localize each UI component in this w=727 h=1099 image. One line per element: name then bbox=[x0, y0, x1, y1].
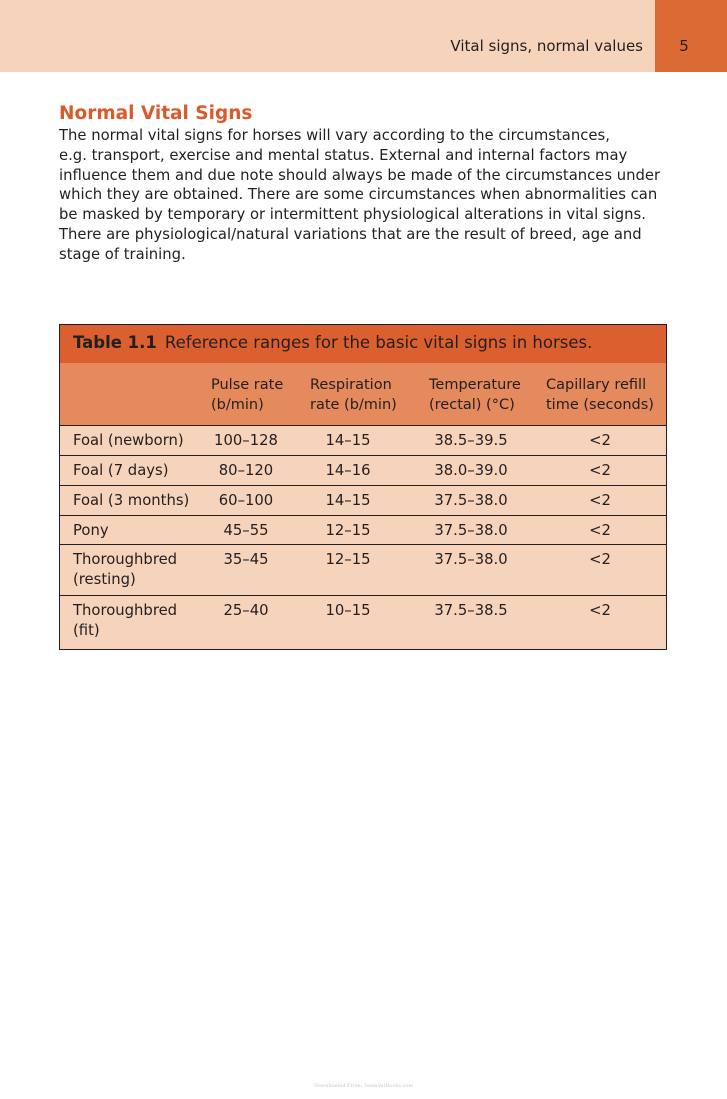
header-band bbox=[0, 0, 727, 72]
table-row bbox=[60, 544, 666, 595]
temperature-cell: 37.5–38.5 bbox=[434, 602, 508, 619]
table-row bbox=[60, 595, 666, 649]
temperature-cell: 37.5–38.0 bbox=[434, 492, 508, 509]
pulse-cell: 60–100 bbox=[218, 492, 274, 509]
page-number: 5 bbox=[679, 37, 689, 55]
respiration-cell: 12–15 bbox=[325, 551, 371, 568]
row-label: Foal (7 days) bbox=[73, 462, 169, 479]
table-row bbox=[60, 425, 666, 455]
row-label: Foal (newborn) bbox=[73, 432, 184, 449]
table-row bbox=[60, 455, 666, 485]
row-label: Pony bbox=[73, 522, 109, 539]
pulse-cell: 45–55 bbox=[223, 522, 269, 539]
paragraph-line: The normal vital signs for horses will vary according to the circumstances, bbox=[59, 127, 610, 144]
paragraph-line: stage of training. bbox=[59, 245, 186, 263]
column-header-capillary-refill bbox=[546, 375, 654, 415]
capillary-refill-cell: <2 bbox=[589, 522, 611, 539]
temperature-cell: 38.0–39.0 bbox=[434, 462, 508, 479]
column-header-line: (b/min) bbox=[211, 397, 264, 413]
table-row bbox=[60, 515, 666, 544]
capillary-refill-cell: <2 bbox=[589, 462, 611, 479]
intro-paragraph bbox=[59, 126, 669, 265]
column-header-pulse bbox=[211, 375, 283, 415]
capillary-refill-cell: <2 bbox=[589, 492, 611, 509]
footer-watermark: Downloaded From: TeamVetBooks.com bbox=[313, 1083, 414, 1089]
table-caption-text: Reference ranges for the basic vital signs in horses. bbox=[164, 333, 593, 352]
respiration-cell: 14–16 bbox=[325, 462, 371, 479]
respiration-cell: 12–15 bbox=[325, 522, 371, 539]
pulse-cell: 35–45 bbox=[223, 551, 269, 568]
column-header-line: time (seconds) bbox=[546, 397, 654, 413]
capillary-refill-cell: <2 bbox=[589, 602, 611, 619]
page-number-box bbox=[655, 0, 727, 72]
paragraph-line: be masked by temporary or intermittent physiological alterations in vital signs. bbox=[59, 206, 646, 224]
section-heading: Normal Vital Signs bbox=[59, 103, 253, 124]
column-header-line: rate (b/min) bbox=[310, 397, 397, 413]
respiration-cell: 14–15 bbox=[325, 492, 371, 509]
row-label: Foal (3 months) bbox=[73, 492, 190, 509]
row-label: Thoroughbred (fit) bbox=[73, 602, 178, 639]
column-header-temperature bbox=[429, 375, 521, 415]
row-label: Thoroughbred (resting) bbox=[73, 551, 178, 588]
column-header-line: Temperature bbox=[429, 377, 521, 393]
table-row bbox=[60, 485, 666, 515]
running-title: Vital signs, normal values bbox=[450, 37, 643, 55]
column-header-line: Pulse rate bbox=[211, 377, 284, 393]
reference-table bbox=[59, 324, 667, 650]
table-caption bbox=[60, 325, 666, 363]
column-header-line: Capillary refill bbox=[546, 377, 647, 393]
respiration-cell: 14–15 bbox=[325, 432, 371, 449]
table-header-row bbox=[60, 363, 666, 425]
capillary-refill-cell: <2 bbox=[589, 432, 611, 449]
pulse-cell: 25–40 bbox=[223, 602, 269, 619]
temperature-cell: 37.5–38.0 bbox=[434, 522, 508, 539]
paragraph-line: influence them and due note should always be made of the circumstances under bbox=[59, 166, 661, 184]
column-header-line: (rectal) (°C) bbox=[429, 397, 515, 413]
column-header-line: Respiration bbox=[310, 377, 392, 393]
column-header-respiration bbox=[310, 375, 397, 415]
paragraph-line: which they are obtained. There are some circumstances when abnormalities can bbox=[59, 186, 658, 204]
pulse-cell: 80–120 bbox=[218, 462, 274, 479]
respiration-cell: 10–15 bbox=[325, 602, 371, 619]
temperature-cell: 37.5–38.0 bbox=[434, 551, 508, 568]
temperature-cell: 38.5–39.5 bbox=[434, 432, 508, 449]
paragraph-line: e.g. transport, exercise and mental status. External and internal factors may bbox=[59, 146, 628, 164]
capillary-refill-cell: <2 bbox=[589, 551, 611, 568]
pulse-cell: 100–128 bbox=[214, 432, 278, 449]
paragraph-line: There are physiological/natural variations that are the result of breed, age and bbox=[59, 225, 642, 243]
table-caption-label: Table 1.1 bbox=[73, 333, 157, 352]
